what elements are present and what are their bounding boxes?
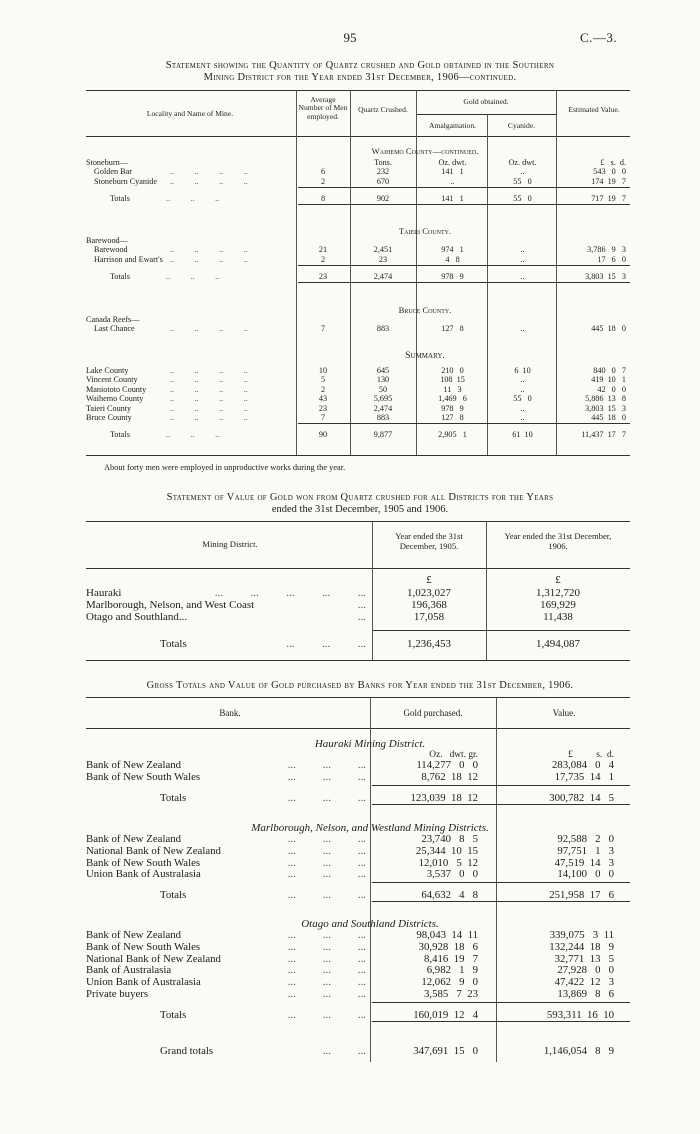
- grand-total-gold: 347,691 15 0: [413, 1045, 478, 1057]
- county-heading: Bruce County.: [398, 305, 452, 315]
- value-1906: 1,312,720: [536, 587, 580, 599]
- unit-value: £ s. d.: [568, 750, 614, 760]
- value-cell: 32,771 13 5: [554, 952, 614, 965]
- column-rule: [370, 697, 371, 1062]
- leader-dots: ... ... ...: [287, 833, 366, 845]
- leader-dots: ... ... ...: [287, 791, 366, 804]
- men-cell: 7: [320, 324, 326, 334]
- men-cell: 5: [320, 375, 326, 385]
- cyanide-cell: 55 0: [513, 176, 532, 186]
- amalgamation-cell: 2,905 1: [438, 430, 467, 440]
- header-quartz: Quartz Crushed.: [358, 105, 408, 114]
- amalgamation-cell: 127 8: [441, 324, 464, 334]
- leader-dots: .. .. .. ..: [170, 176, 248, 186]
- cyanide-cell: ..: [520, 272, 525, 282]
- header-bank: Bank.: [219, 708, 241, 718]
- leader-dots: ... ... ...: [287, 952, 366, 965]
- rule: [86, 568, 630, 569]
- cyanide-cell: ..: [520, 167, 525, 177]
- value-cell: 283,084 0 4: [551, 759, 614, 771]
- value-1905: 1,023,027: [407, 587, 451, 599]
- district-name: Marlborough, Nelson, and West Coast: [86, 599, 255, 611]
- value-cell: 339,075 3 11: [549, 929, 614, 941]
- header-value: Estimated Value.: [568, 105, 620, 114]
- value-cell: 97,751 1 3: [557, 844, 614, 857]
- header-year-1905: Year ended the 31st December, 1905.: [395, 531, 463, 551]
- leader-dots: ... ... ...: [287, 844, 366, 857]
- gold-cell: 6,982 1 9: [426, 964, 478, 977]
- rule: [86, 90, 630, 91]
- totals-rule: [372, 785, 630, 786]
- totals-rule: [298, 423, 630, 424]
- leader-dots: ...: [357, 599, 366, 611]
- value-cell: 840 0 7: [593, 366, 626, 375]
- amalgamation-cell: 141 1: [441, 194, 464, 204]
- cyanide-cell: ..: [520, 254, 525, 264]
- statement1-note: About forty men were employed in unproductive works during the year.: [104, 463, 346, 472]
- rule: [86, 697, 630, 698]
- value-cell: 593,311 16 10: [546, 1008, 614, 1021]
- column-rule: [496, 697, 497, 1062]
- totals-label: Totals: [160, 1008, 187, 1021]
- statement2-title: [60, 492, 660, 516]
- leader-dots: .. .. ..: [166, 194, 220, 204]
- unit-lsd: £ s. d.: [600, 158, 626, 167]
- value-cell: 3,786 9 3: [587, 245, 626, 255]
- amalgamation-cell: 11 3: [443, 384, 462, 394]
- header-year-1906: Year ended the 31st December, 1906.: [504, 531, 612, 551]
- cyanide-cell: ..: [520, 245, 525, 255]
- table-bottom-rule: [86, 455, 630, 456]
- unit-oz-dwt: Oz. dwt.: [508, 158, 537, 167]
- totals-label: Totals: [160, 638, 187, 650]
- cyanide-cell: ..: [520, 403, 525, 413]
- totals-rule: [298, 187, 630, 188]
- men-cell: 23: [318, 403, 328, 413]
- bank-name: National Bank of New Zealand: [86, 952, 221, 965]
- leader-dots: .. .. .. ..: [170, 254, 248, 264]
- leader-dots: .. .. ..: [166, 272, 220, 282]
- value-cell: 5,886 13 8: [585, 394, 626, 404]
- district-heading: Otago and Southland Districts.: [301, 918, 439, 930]
- district-name: Hauraki: [86, 587, 122, 599]
- men-cell: 8: [320, 194, 326, 204]
- column-rule: [350, 90, 351, 456]
- mine-name: Taieri County: [86, 403, 132, 413]
- leader-dots: .. .. .. ..: [170, 245, 248, 255]
- header-value: Value.: [552, 708, 576, 718]
- cyanide-cell: 55 0: [513, 194, 532, 204]
- rule: [416, 114, 556, 115]
- leader-dots: ... ... ...: [287, 770, 366, 783]
- quartz-cell: 23: [378, 254, 388, 264]
- value-cell: 47,422 12 3: [554, 976, 614, 989]
- gold-cell: 12,010 5 12: [418, 856, 478, 869]
- totals-rule: [298, 204, 630, 205]
- page-number: 95: [343, 30, 357, 45]
- cyanide-cell: ..: [520, 413, 525, 422]
- cyanide-cell: ..: [520, 375, 525, 385]
- value-1905: 17,058: [413, 611, 445, 623]
- county-heading: Taieri County.: [398, 226, 452, 236]
- statement3-title-line: Gross Totals and Value of Gold purchased by Banks for Year ended the 31st December, 1906.: [146, 680, 574, 691]
- bank-name: Union Bank of Australasia: [86, 976, 201, 989]
- mine-name: Golden Bar: [94, 167, 132, 177]
- column-rule: [487, 114, 488, 456]
- cyanide-cell: ..: [520, 384, 525, 394]
- leader-dots: .. .. .. ..: [170, 384, 248, 394]
- cyanide-cell: ..: [520, 324, 525, 334]
- men-cell: 7: [320, 413, 326, 422]
- amalgamation-cell: 1,469 6: [438, 394, 467, 404]
- leader-dots: ... ... ...: [287, 964, 366, 977]
- value-cell: 14,100 0 0: [557, 868, 614, 881]
- leader-dots: ...: [357, 611, 366, 623]
- gold-cell: 8,762 18 12: [421, 770, 478, 783]
- quartz-cell: 645: [376, 366, 390, 375]
- rule: [372, 630, 630, 631]
- value-cell: 17,735 14 1: [554, 770, 614, 783]
- total-1906: 1,494,087: [536, 638, 580, 650]
- district-heading: Hauraki Mining District.: [314, 738, 426, 750]
- leader-dots: .. .. .. ..: [170, 375, 248, 385]
- header-gold: Gold obtained.: [463, 97, 509, 106]
- cyanide-cell: 6 10: [514, 366, 531, 375]
- mine-name: Stoneburn Cyanide: [94, 176, 157, 186]
- amalgamation-cell: ..: [450, 176, 455, 186]
- quartz-cell: 883: [376, 324, 390, 334]
- grand-totals-label: Grand totals: [160, 1045, 214, 1057]
- totals-rule: [298, 265, 630, 266]
- quartz-cell: 130: [376, 375, 390, 385]
- gold-cell: 3,537 0 0: [426, 868, 478, 881]
- leader-dots: ... ...: [322, 1045, 366, 1057]
- value-cell: 717 19 7: [591, 194, 626, 204]
- mine-group: Canada Reefs—: [86, 315, 140, 324]
- value-cell: 419 10 1: [591, 375, 626, 385]
- bank-name: Private buyers: [86, 988, 149, 1000]
- value-cell: 300,782 14 5: [549, 791, 614, 804]
- statement1-title-line2: Mining District for the Year ended 31st December, 1906—continued.: [203, 72, 517, 83]
- total-1905: 1,236,453: [407, 638, 451, 650]
- quartz-cell: 670: [376, 176, 390, 186]
- value-cell: 47,519 14 3: [554, 856, 614, 869]
- statement3-title: [40, 680, 680, 692]
- grand-total-value: 1,146,054 8 9: [543, 1045, 614, 1057]
- column-rule: [556, 90, 557, 456]
- value-cell: 3,803 15 3: [585, 403, 626, 413]
- totals-rule: [372, 901, 630, 902]
- totals-rule: [372, 804, 630, 805]
- leader-dots: .. .. .. ..: [170, 324, 248, 334]
- unit-gold: Oz. dwt. gr.: [429, 750, 478, 760]
- statement2-title-line2: ended the 31st December, 1905 and 1906.: [271, 504, 449, 515]
- mine-name: Maniototo County: [86, 384, 147, 394]
- quartz-cell: 9,877: [373, 430, 393, 440]
- gold-cell: 123,039 18 12: [410, 791, 478, 804]
- leader-dots: ... ... ...: [287, 940, 366, 953]
- leader-dots: ... ... ...: [287, 988, 366, 1000]
- value-cell: 42 0 0: [597, 384, 626, 394]
- rule: [86, 728, 630, 729]
- rule: [86, 660, 630, 661]
- quartz-cell: 232: [376, 167, 390, 177]
- bank-name: Bank of New South Wales: [86, 940, 201, 953]
- header-amalgamation: Amalgamation.: [428, 121, 477, 130]
- totals-label: Totals: [110, 194, 130, 204]
- bank-name: Bank of New Zealand: [86, 929, 182, 941]
- unit-1905: £: [426, 574, 432, 586]
- mine-name: Vincent County: [86, 375, 138, 385]
- leader-dots: ... ... ...: [287, 868, 366, 881]
- totals-label: Totals: [110, 430, 130, 440]
- amalgamation-cell: 4 8: [445, 254, 460, 264]
- bank-name: Bank of Australasia: [86, 964, 172, 977]
- leader-dots: .. .. .. ..: [170, 413, 248, 422]
- bank-name: Bank of New Zealand: [86, 759, 182, 771]
- gold-cell: 114,277 0 0: [416, 759, 478, 771]
- value-cell: 11,437 17 7: [581, 430, 626, 440]
- unit-oz-dwt: Oz. dwt.: [438, 158, 467, 167]
- value-cell: 27,928 0 0: [557, 964, 614, 977]
- mine-name: Bruce County: [86, 413, 132, 422]
- leader-dots: ... ... ...: [287, 1008, 366, 1021]
- men-cell: 90: [318, 430, 328, 440]
- leader-dots: .. .. .. ..: [170, 394, 248, 404]
- value-cell: 251,958 17 6: [549, 889, 614, 902]
- value-cell: 445 18 0: [591, 324, 626, 334]
- gold-cell: 64,632 4 8: [421, 889, 478, 902]
- quartz-cell: 50: [378, 384, 388, 394]
- value-1906: 169,929: [540, 599, 576, 611]
- leader-dots: .. .. ..: [166, 430, 220, 440]
- district-heading: Marlborough, Nelson, and Westland Mining Districts.: [251, 822, 489, 834]
- leader-dots: ... ... ...: [287, 976, 366, 989]
- leader-dots: ... ... ...: [287, 929, 366, 941]
- statement1-title-line1: Statement showing the Quantity of Quartz crushed and Gold obtained in the Southern: [165, 60, 555, 71]
- bank-name: Bank of New Zealand: [86, 833, 182, 845]
- men-cell: 21: [318, 245, 328, 255]
- value-cell: 92,588 2 0: [557, 833, 614, 845]
- value-cell: 445 18 0: [591, 413, 626, 422]
- bank-name: Bank of New South Wales: [86, 856, 201, 869]
- gold-cell: 30,928 18 6: [418, 940, 478, 953]
- summary-heading: Summary.: [405, 350, 445, 361]
- leader-dots: .. .. .. ..: [170, 366, 248, 375]
- mine-name: Harrison and Ewart's: [94, 254, 163, 264]
- totals-rule: [372, 882, 630, 883]
- amalgamation-cell: 108 15: [440, 375, 465, 385]
- quartz-cell: 883: [376, 413, 390, 422]
- mine-group: Stoneburn—: [86, 158, 128, 167]
- leader-dots: ... ... ...: [286, 638, 366, 650]
- column-rule: [416, 90, 417, 456]
- totals-rule: [372, 1002, 630, 1003]
- totals-label: Totals: [160, 889, 187, 902]
- men-cell: 10: [318, 366, 328, 375]
- quartz-cell: 902: [376, 194, 390, 204]
- value-cell: 132,244 18 9: [549, 940, 614, 953]
- rule: [86, 136, 630, 137]
- mine-group: Barewood—: [86, 236, 128, 245]
- totals-label: Totals: [110, 272, 130, 282]
- unit-tons: Tons.: [374, 158, 392, 167]
- amalgamation-cell: 978 9: [441, 272, 464, 282]
- value-cell: 543 0 0: [593, 167, 626, 177]
- header-gold-purchased: Gold purchased.: [403, 708, 463, 718]
- county-heading: Waihemo County—continued.: [371, 146, 479, 156]
- gold-cell: 23,740 8 5: [421, 833, 478, 845]
- amalgamation-cell: 978 9: [441, 403, 464, 413]
- bank-name: Union Bank of Australasia: [86, 868, 201, 881]
- header-men: Average Number of Men employed.: [298, 95, 348, 121]
- leader-dots: ... ... ...: [287, 759, 366, 771]
- bank-name: National Bank of New Zealand: [86, 844, 221, 857]
- gold-cell: 8,416 19 7: [424, 952, 478, 965]
- mine-name: Waihemo County: [86, 394, 144, 404]
- totals-label: Totals: [160, 791, 187, 804]
- men-cell: 43: [318, 394, 328, 404]
- mine-name: Lake County: [86, 366, 129, 375]
- leader-dots: ... ... ... ... ...: [214, 587, 366, 599]
- totals-rule: [298, 282, 630, 283]
- statement1-title: [60, 60, 660, 84]
- totals-rule: [372, 1021, 630, 1022]
- leader-dots: .. .. .. ..: [170, 403, 248, 413]
- header-locality: Locality and Name of Mine.: [146, 109, 234, 118]
- men-cell: 6: [320, 167, 326, 177]
- district-name: Otago and Southland...: [86, 611, 188, 623]
- statement2-title-line1: Statement of Value of Gold won from Quartz crushed for all Districts for the Years: [166, 492, 554, 503]
- leader-dots: .. .. .. ..: [170, 167, 248, 177]
- value-1906: 11,438: [543, 611, 573, 623]
- men-cell: 2: [320, 254, 326, 264]
- value-1905: 196,368: [411, 599, 447, 611]
- rule: [86, 521, 630, 522]
- bank-name: Bank of New South Wales: [86, 770, 201, 783]
- page-reference: C.—3.: [580, 30, 618, 45]
- value-cell: 174 19 7: [591, 176, 626, 186]
- quartz-cell: 2,474: [373, 403, 393, 413]
- amalgamation-cell: 974 1: [441, 245, 464, 255]
- leader-dots: ... ... ...: [287, 856, 366, 869]
- unit-1906: £: [555, 574, 561, 586]
- cyanide-cell: 55 0: [513, 394, 532, 404]
- amalgamation-cell: 141 1: [441, 167, 464, 177]
- value-cell: 3,803 15 3: [585, 272, 626, 282]
- column-rule: [296, 90, 297, 456]
- header-mining-district: Mining District.: [202, 539, 258, 549]
- men-cell: 23: [318, 272, 328, 282]
- value-cell: 13,869 8 6: [557, 988, 614, 1000]
- quartz-cell: 2,474: [373, 272, 393, 282]
- mine-name: Barewood: [94, 245, 128, 255]
- mine-name: Last Chance: [94, 324, 135, 334]
- men-cell: 2: [320, 384, 326, 394]
- cyanide-cell: 61 10: [512, 430, 533, 440]
- gold-cell: 25,344 10 15: [415, 844, 478, 857]
- quartz-cell: 5,695: [373, 394, 393, 404]
- men-cell: 2: [320, 176, 326, 186]
- value-cell: 17 6 0: [597, 254, 626, 264]
- gold-cell: 160,019 12 4: [413, 1008, 478, 1021]
- amalgamation-cell: 127 8: [441, 413, 464, 422]
- gold-cell: 12,062 9 0: [421, 976, 478, 989]
- header-cyanide: Cyanide.: [507, 121, 536, 130]
- gold-cell: 3,585 7 23: [424, 988, 478, 1000]
- amalgamation-cell: 210 0: [441, 366, 464, 375]
- leader-dots: ... ... ...: [287, 889, 366, 902]
- quartz-cell: 2,451: [373, 245, 393, 255]
- gold-cell: 98,043 14 11: [416, 929, 478, 941]
